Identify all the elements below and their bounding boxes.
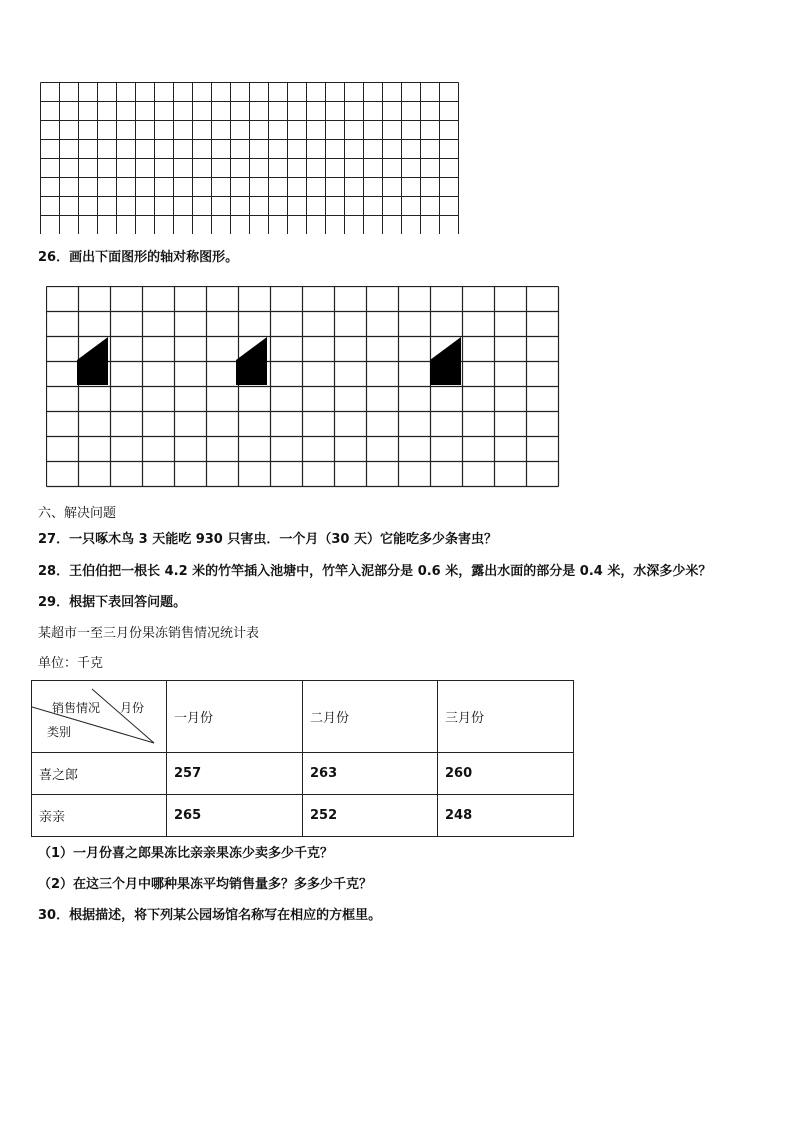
cell-value: 265 bbox=[167, 795, 303, 837]
question-29-part-1: （1）一月份喜之郎果冻比亲亲果冻少卖多少千克？ bbox=[38, 846, 334, 861]
row-name: 喜之郎 bbox=[32, 753, 167, 795]
question-29: 29．根据下表回答问题。 bbox=[38, 595, 187, 610]
question-28: 28．王伯伯把一根长 4.2 米的竹竿插入池塘中，竹竿入泥部分是 0.6 米，露出水面的部分是 0.4 米，水深多少米？ bbox=[38, 564, 712, 579]
table-row bbox=[32, 753, 574, 795]
cell-value: 252 bbox=[303, 795, 438, 837]
question-26: 26．画出下面图形的轴对称图形。 bbox=[38, 250, 239, 265]
table-header-row bbox=[32, 681, 574, 753]
diag-label-sales: 销售情况 bbox=[52, 701, 101, 715]
section-title: 六、解决问题 bbox=[38, 506, 117, 521]
table-row bbox=[32, 795, 574, 837]
blank-grid bbox=[40, 82, 460, 234]
header-month-3: 三月份 bbox=[438, 681, 574, 753]
cell-value: 248 bbox=[438, 795, 574, 837]
symmetry-grid bbox=[46, 286, 566, 492]
question-29-part-2: （2）在这三个月中哪种果冻平均销售量多？多多少千克？ bbox=[38, 877, 373, 892]
header-month-2: 二月份 bbox=[303, 681, 438, 753]
question-27: 27．一只啄木鸟 3 天能吃 930 只害虫．一个月（30 天）它能吃多少条害虫？ bbox=[38, 532, 497, 547]
question-30: 30．根据描述，将下列某公园场馆名称写在相应的方框里。 bbox=[38, 908, 382, 923]
cell-value: 263 bbox=[303, 753, 438, 795]
cell-value: 257 bbox=[167, 753, 303, 795]
table-title: 某超市一至三月份果冻销售情况统计表 bbox=[38, 626, 260, 641]
diag-label-category: 类别 bbox=[47, 725, 72, 739]
diagonal-header-cell bbox=[32, 681, 167, 753]
table-unit: 单位：千克 bbox=[38, 656, 104, 671]
diag-label-month: 月份 bbox=[120, 701, 145, 715]
shape-3 bbox=[430, 337, 461, 385]
cell-value: 260 bbox=[438, 753, 574, 795]
header-month-1: 一月份 bbox=[167, 681, 303, 753]
shape-2 bbox=[236, 337, 267, 385]
shape-1 bbox=[77, 337, 108, 385]
row-name: 亲亲 bbox=[32, 795, 167, 837]
sales-table bbox=[31, 680, 574, 837]
